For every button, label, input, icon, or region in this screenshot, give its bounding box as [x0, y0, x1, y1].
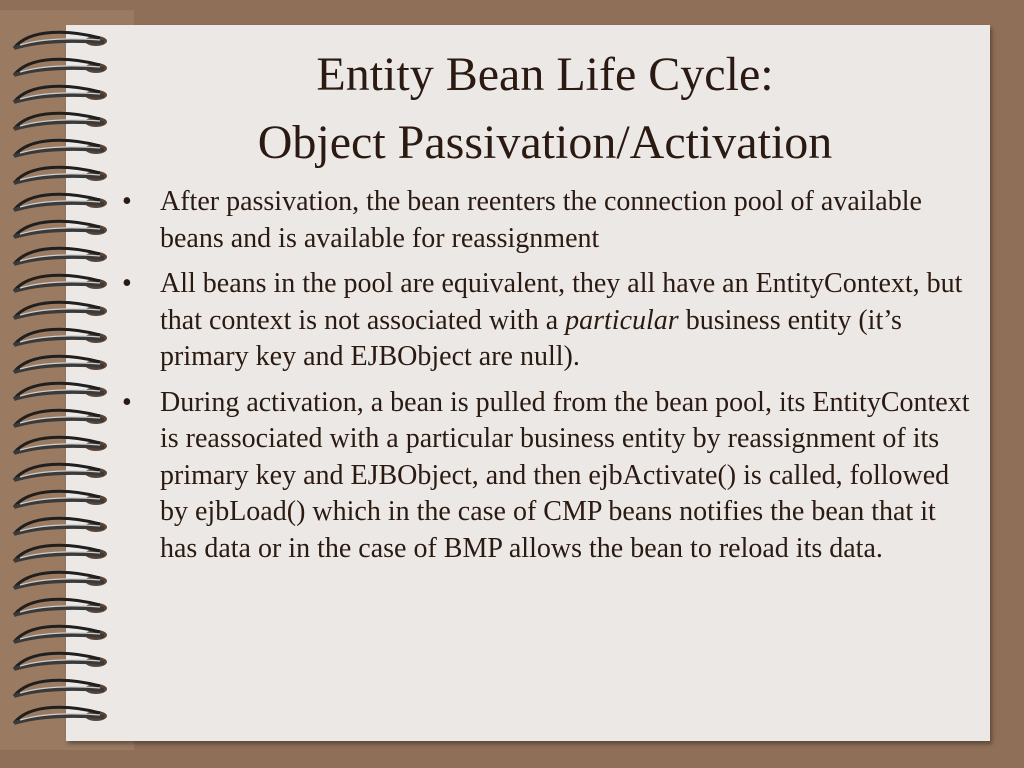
bullet-text: During activation, a bean is pulled from the bean pool, its EntityContext is reassociated with a particular business entity by reassignment of its primary key and EJBObject, and then ejbActivate() is called, followed by ejbLoad() which in the case of CMP beans notifies the bean that it has data or in the case of BMP allows the bean to reload its data.: [160, 386, 970, 564]
bullet-marker: •: [122, 268, 132, 299]
spiral-ring-icon: [14, 680, 107, 696]
bullet-text-emphasis: particular: [565, 304, 679, 336]
slide-title-line-2: Object Passivation/Activation: [257, 116, 833, 169]
spiral-ring-icon: [14, 86, 107, 102]
spiral-ring-icon: [14, 491, 107, 507]
spiral-ring-icon: [14, 599, 107, 615]
spiral-ring-icon: [14, 572, 107, 588]
spiral-ring-icon: [14, 248, 107, 264]
bullet-item: [116, 266, 976, 376]
spiral-binding-icon: [0, 0, 120, 768]
spiral-ring-icon: [14, 383, 107, 399]
spiral-ring-icon: [14, 410, 107, 426]
slide-title-line-1: Entity Bean Life Cycle:: [316, 48, 774, 101]
bullet-marker: •: [122, 186, 132, 217]
bullet-text-prefix: All beans in the pool are equivalent, they all have an EntityContext, but that context is not associated with a: [160, 268, 963, 336]
spiral-ring-icon: [14, 626, 107, 642]
spiral-ring-icon: [14, 518, 107, 534]
spiral-ring-icon: [14, 464, 107, 480]
spiral-ring-icon: [14, 302, 107, 318]
bullet-text: After passivation, the bean reenters the connection pool of available beans and is available for reassignment: [160, 186, 922, 254]
spiral-ring-icon: [14, 653, 107, 669]
spiral-ring-icon: [14, 221, 107, 237]
spiral-ring-icon: [14, 437, 107, 453]
bullet-item: [116, 184, 976, 257]
spiral-ring-icon: [14, 707, 107, 723]
bullet-item: [116, 385, 976, 568]
spiral-ring-icon: [14, 545, 107, 561]
spiral-ring-icon: [14, 356, 107, 372]
spiral-ring-icon: [14, 59, 107, 75]
bullet-list: [116, 184, 976, 576]
spiral-ring-icon: [14, 275, 107, 291]
spiral-ring-icon: [14, 329, 107, 345]
spiral-ring-icon: [14, 32, 107, 48]
bullet-text-suffix: business entity (it’s primary key and EJBObject are null).: [160, 304, 902, 372]
spiral-ring-icon: [14, 113, 107, 129]
spiral-ring-icon: [14, 194, 107, 210]
spiral-ring-icon: [14, 140, 107, 156]
bullet-marker: •: [122, 386, 132, 418]
spiral-ring-icon: [14, 167, 107, 183]
